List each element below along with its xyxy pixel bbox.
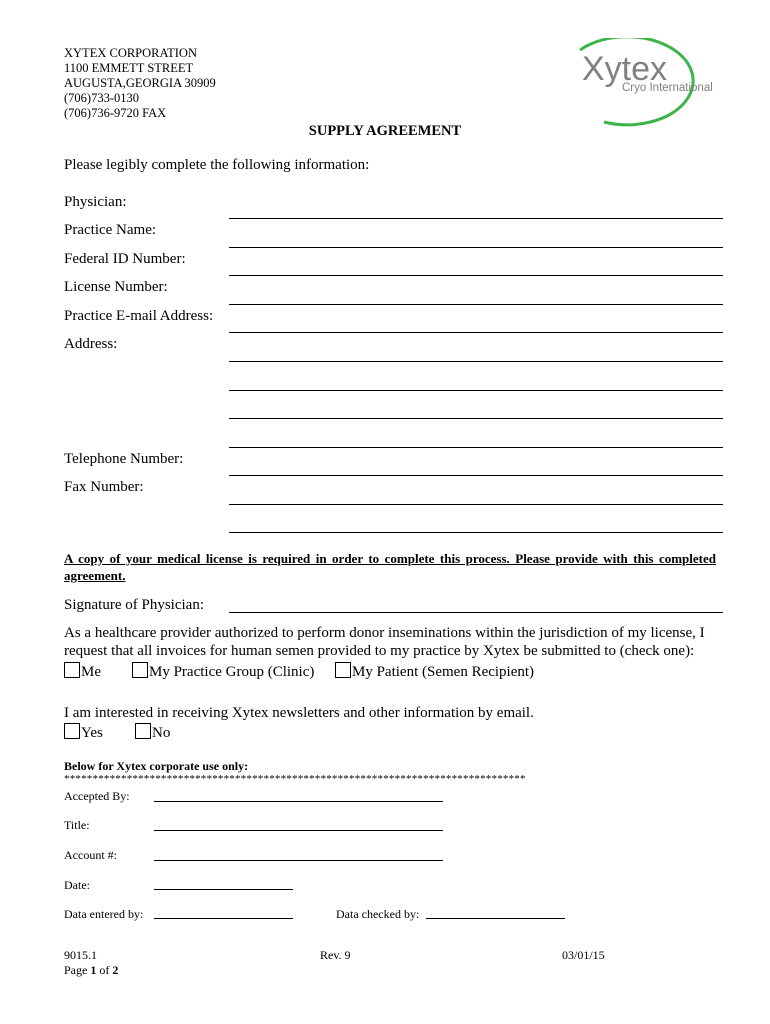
extra-field-line[interactable] (229, 532, 723, 533)
license-notice: A copy of your medical license is required in order to complete this process. Please provide with this completed agreement. (64, 551, 716, 583)
account-label: Account #: (64, 848, 117, 862)
account-field[interactable] (154, 860, 443, 861)
checkbox-yes[interactable] (64, 723, 80, 739)
newsletter-no-label: No (152, 725, 171, 741)
company-phone: (706)733-0130 (64, 91, 139, 105)
telephone-label: Telephone Number: (64, 451, 184, 467)
xytex-logo (560, 38, 725, 130)
company-address (64, 46, 216, 121)
invoice-option-me[interactable] (64, 662, 101, 681)
invoice-option-patient-label: My Patient (Semen Recipient) (352, 664, 535, 680)
corporate-heading: Below for Xytex corporate use only: (64, 759, 249, 773)
page-current: 1 (90, 963, 97, 977)
page-title: SUPPLY AGREEMENT (308, 123, 462, 139)
form-number: 9015.1 (64, 948, 97, 962)
address-field-line-3[interactable] (229, 418, 723, 419)
fax-field[interactable] (229, 504, 723, 505)
data-checked-field[interactable] (426, 918, 565, 919)
company-fax: (706)736-9720 FAX (64, 106, 167, 120)
revision-date: 03/01/15 (562, 948, 605, 962)
newsletter-option-yes[interactable] (64, 723, 103, 742)
address-label: Address: (64, 336, 118, 352)
instruction-text: Please legibly complete the following information: (64, 157, 370, 173)
email-label: Practice E-mail Address: (64, 308, 214, 324)
data-entered-field[interactable] (154, 918, 293, 919)
date-label: Date: (64, 878, 90, 892)
checkbox-practice-group[interactable] (132, 662, 148, 678)
physician-field[interactable] (229, 218, 723, 219)
title-field[interactable] (154, 830, 443, 831)
email-field[interactable] (229, 332, 723, 333)
checkbox-no[interactable] (135, 723, 151, 739)
page-prefix: Page (64, 963, 91, 977)
federal-id-label: Federal ID Number: (64, 251, 186, 267)
data-checked-label: Data checked by: (336, 907, 420, 921)
company-city: AUGUSTA,GEORGIA 30909 (64, 76, 216, 90)
invoice-option-practice-label: My Practice Group (Clinic) (149, 664, 315, 680)
company-street: 1100 EMMETT STREET (64, 61, 194, 75)
fax-label: Fax Number: (64, 479, 144, 495)
checkbox-me[interactable] (64, 662, 80, 678)
newsletter-text: I am interested in receiving Xytex newsletters and other information by email. (64, 705, 534, 721)
page-total: 2 (112, 963, 119, 977)
address-field-line-2[interactable] (229, 390, 723, 391)
logo-brand: Xytex (582, 50, 668, 88)
corporate-divider: ********************************************************************************* (64, 773, 526, 785)
date-field[interactable] (154, 889, 293, 890)
telephone-field[interactable] (229, 475, 723, 476)
invoice-paragraph: As a healthcare provider authorized to perform donor inseminations within the jurisdiction of my license, I request that all invoices for human semen provided to my practice by Xytex be submitted to (check one): (64, 625, 705, 659)
address-field-line-4[interactable] (229, 447, 723, 448)
invoice-option-patient[interactable] (335, 662, 534, 681)
license-number-field[interactable] (229, 304, 723, 305)
accepted-by-field[interactable] (154, 801, 443, 802)
checkbox-patient[interactable] (335, 662, 351, 678)
page-indicator (64, 963, 118, 978)
signature-label: Signature of Physician: (64, 597, 204, 613)
company-name: XYTEX CORPORATION (64, 46, 197, 60)
signature-field[interactable] (229, 612, 723, 613)
invoice-option-me-label: Me (81, 664, 101, 680)
revision: Rev. 9 (320, 948, 351, 962)
license-number-label: License Number: (64, 279, 168, 295)
title-label: Title: (64, 818, 90, 832)
invoice-option-practice[interactable] (132, 662, 314, 681)
practice-name-label: Practice Name: (64, 222, 157, 238)
logo-sub: Cryo International (622, 82, 713, 94)
accepted-by-label: Accepted By: (64, 789, 130, 803)
federal-id-field[interactable] (229, 275, 723, 276)
newsletter-yes-label: Yes (81, 725, 103, 741)
newsletter-option-no[interactable] (135, 723, 170, 742)
page-mid: of (96, 963, 113, 977)
practice-name-field[interactable] (229, 247, 723, 248)
data-entered-label: Data entered by: (64, 907, 144, 921)
address-field-line-1[interactable] (229, 361, 723, 362)
physician-label: Physician: (64, 194, 127, 210)
